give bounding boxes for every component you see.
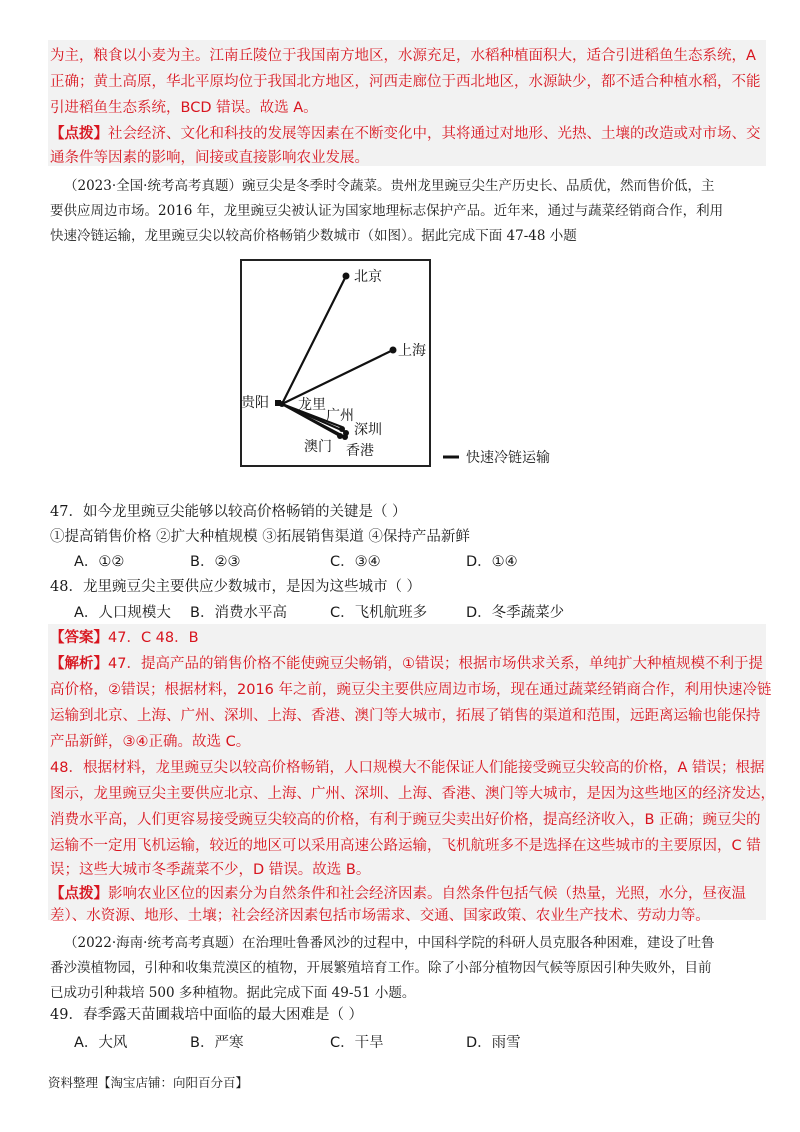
label-hongkong: 香港	[346, 443, 374, 459]
label-shenzhen: 深圳	[354, 422, 382, 438]
label-longli: 龙里	[298, 397, 326, 413]
label-shanghai: 上海	[398, 343, 426, 359]
q48-option-b[interactable]: B．消费水平高	[190, 605, 287, 621]
tip-top-line-1	[50, 124, 761, 144]
dot-guiyang	[275, 400, 281, 406]
tip-bottom-line-2: 差）、水资源、地形、土壤；社会经济因素包括市场需求、交通、国家政策、农业生产技术、劳动力等。	[50, 908, 710, 924]
analysis-top-line-3: 引进稻鱼生态系统，BCD 错误。故选 A。	[50, 100, 318, 116]
tip-bottom-line-1	[50, 884, 746, 904]
q47-option-d[interactable]: D．①④	[466, 554, 518, 570]
tip-top-line-2: 通条件等因素的影响，间接或直接影响农业发展。	[50, 150, 369, 166]
q48-option-a[interactable]: A．人口规模大	[74, 605, 171, 621]
analysis-47-line-3: 运输到北京、上海、广州、深圳、上海、香港、澳门等大城市，拓展了销售的渠道和范围，远距离运输也能保持	[50, 708, 761, 724]
label-guiyang: 贵阳	[241, 395, 269, 411]
dot-macau	[337, 433, 343, 439]
analysis-top-line-1: 为主，粮食以小麦为主。江南丘陵位于我国南方地区，水源充足，水稻种植面积大，适合引进稻鱼生态系统，A	[50, 48, 756, 64]
tip-tag: 【点拨】	[50, 886, 108, 902]
analysis-48-line-4: 运输不一定用飞机运输，较近的地区可以采用高速公路运输，飞机航班多不是选择在这些城市的主要原因，C 错	[50, 838, 761, 854]
material-2-line-1: （2022·海南·统考高考真题）在治理吐鲁番风沙的过程中，中国科学院的科研人员克服各种困难，建设了吐鲁	[64, 935, 715, 951]
q48-option-d[interactable]: D．冬季蔬菜少	[466, 605, 565, 621]
answer-text: 47．C 48．B	[108, 630, 199, 646]
q49-option-a[interactable]: A．大风	[74, 1035, 128, 1051]
material-1-line-3: 快速冷链运输，龙里豌豆尖以较高价格畅销少数城市（如图）。据此完成下面 47-48 小题	[50, 228, 577, 244]
q47-option-c[interactable]: C．③④	[330, 554, 381, 570]
dot-shanghai	[390, 347, 397, 354]
tip-tag: 【点拨】	[50, 126, 108, 142]
label-guangzhou: 广州	[326, 408, 354, 424]
q47-option-b[interactable]: B．②③	[190, 554, 241, 570]
answer-line	[50, 628, 199, 648]
route-beijing	[282, 276, 346, 404]
analysis-47-line-4: 产品新鲜，③④正确。故选 C。	[50, 734, 251, 750]
q47-stem: 47．如今龙里豌豆尖能够以较高价格畅销的关键是（ ）	[50, 504, 407, 520]
label-macau: 澳门	[304, 439, 332, 455]
q48-stem: 48．龙里豌豆尖主要供应少数城市，是因为这些城市（ ）	[50, 579, 422, 595]
q49-stem: 49．春季露天苗圃栽培中面临的最大困难是（ ）	[50, 1007, 364, 1023]
tip-text: 影响农业区位的因素分为自然条件和社会经济因素。自然条件包括气候（热量，光照，水分，昼夜温	[108, 886, 746, 902]
material-1-line-2: 要供应周边市场。2016 年，龙里豌豆尖被认证为国家地理标志保护产品。近年来，通过与蔬菜经销商合作，利用	[50, 203, 724, 219]
material-2-line-3: 已成功引种栽培 500 多种植物。据此完成下面 49-51 小题。	[50, 985, 416, 1001]
analysis-47-line-1	[50, 654, 763, 674]
dot-beijing	[343, 273, 350, 280]
analysis-47-line-2: 高价格，②错误；根据材料，2016 年之前，豌豆尖主要供应周边市场，现在通过蔬菜经销商合作，利用快速冷链	[50, 682, 772, 698]
analysis-48-line-3: 消费水平高，人们更容易接受豌豆尖较高的价格，有利于豌豆尖卖出好价格，提高经济收入，B 正确；豌豆尖的	[50, 812, 761, 828]
material-1-line-1: （2023·全国·统考高考真题）豌豆尖是冬季时令蔬菜。贵州龙里豌豆尖生产历史长、品质优，然而售价低，主	[64, 178, 715, 194]
analysis-48-line-1: 48．根据材料，龙里豌豆尖以较高价格畅销，人口规模大不能保证人们能接受豌豆尖较高的价格，A 错误；根据	[50, 760, 765, 776]
q49-option-c[interactable]: C．干旱	[330, 1035, 384, 1051]
route-shanghai	[282, 350, 393, 404]
label-beijing: 北京	[354, 269, 382, 285]
analysis-48-line-2: 图示，龙里豌豆尖主要供应北京、上海、广州、深圳、上海、香港、澳门等大城市，是因为这些地区的经济发达，	[50, 786, 775, 802]
q49-option-b[interactable]: B．严寒	[190, 1035, 244, 1051]
analysis-47-text: 47．提高产品的销售价格不能使豌豆尖畅销，①错误；根据市场供求关系，单纯扩大种植规模不利于提	[108, 656, 763, 672]
q47-option-a[interactable]: A．①②	[74, 554, 125, 570]
q49-option-d[interactable]: D．雨雪	[466, 1035, 521, 1051]
dot-hongkong	[342, 434, 348, 440]
q48-option-c[interactable]: C．飞机航班多	[330, 605, 428, 621]
material-2-line-2: 番沙漠植物园，引种和收集荒漠区的植物，开展繁殖培育工作。除了小部分植物因气候等原因引种失败外，目前	[50, 960, 712, 976]
route-map	[238, 257, 578, 477]
tip-text: 社会经济、文化和科技的发展等因素在不断变化中，其将通过对地形、光热、土壤的改造或对市场、交	[108, 126, 761, 142]
legend-label: 快速冷链运输	[466, 450, 550, 466]
analysis-48-line-5: 误；这些大城市冬季蔬菜不少，D 错误。故选 B。	[50, 862, 371, 878]
analysis-top-line-2: 正确；黄土高原，华北平原均位于我国北方地区，河西走廊位于西北地区，水源缺少，都不适合种植水稻，不能	[50, 74, 761, 90]
answer-tag: 【答案】	[50, 630, 108, 646]
footer-note: 资料整理【淘宝店铺：向阳百分百】	[48, 1075, 249, 1090]
analysis-tag: 【解析】	[50, 656, 108, 672]
q47-items: ①提高销售价格 ②扩大种植规模 ③拓展销售渠道 ④保持产品新鲜	[50, 529, 470, 545]
